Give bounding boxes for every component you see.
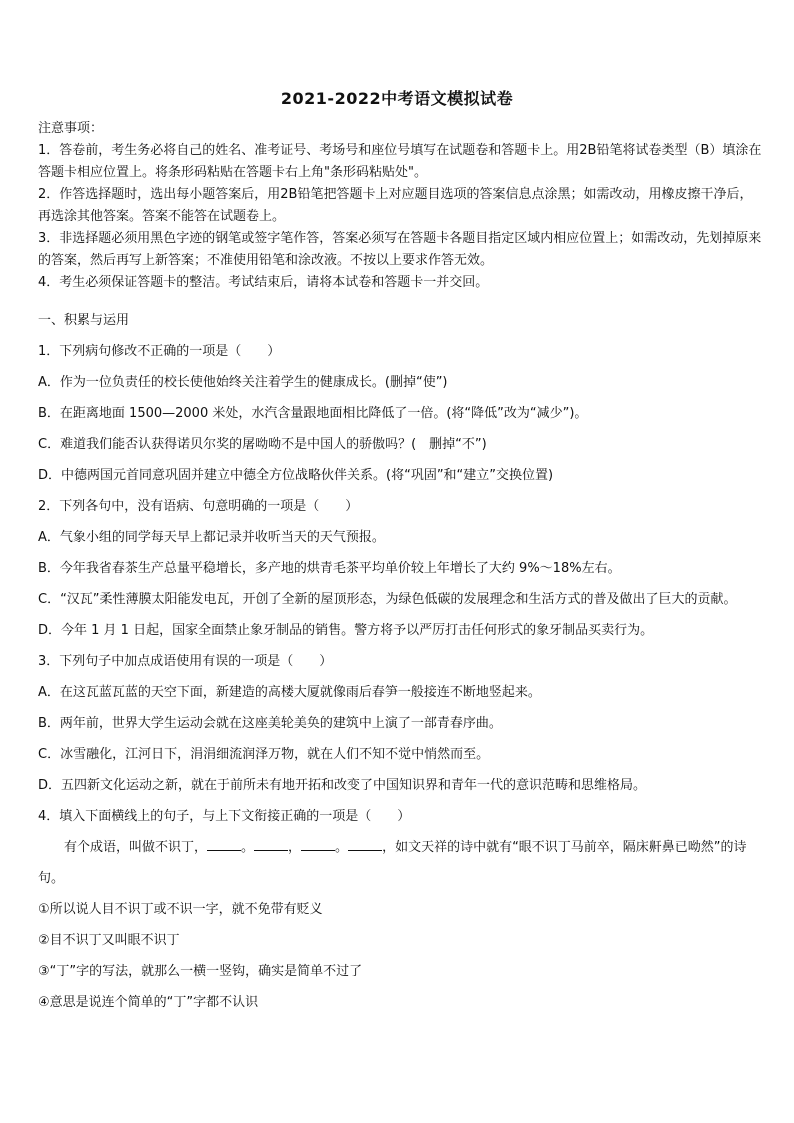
q2-option-a: A．气象小组的同学每天早上都记录并收听当天的天气预报。 (38, 530, 385, 545)
q4-passage-sep-3: 。 (335, 840, 349, 855)
answer-blank-3 (301, 838, 335, 851)
q4-sentence-1: ①所以说人目不识丁或不识一字，就不免带有贬义 (38, 902, 323, 917)
answer-blank-4 (348, 838, 382, 851)
q3-stem: 3．下列句子中加点成语使用有误的一项是（ ） (38, 654, 333, 669)
q2-option-b: B．今年我省春茶生产总量平稳增长，多产地的烘青毛茶平均单价较上年增长了大约 9%～18%左右。 (38, 561, 621, 576)
q2-option-d: D．今年 1 月 1 日起，国家全面禁止象牙制品的销售。警方将予以严厉打击任何形式的象牙制品买卖行为。 (38, 623, 654, 638)
q2-option-c: C．“汉瓦”柔性薄膜太阳能发电瓦，开创了全新的屋顶形态，为绿色低碳的发展理念和生活方式的普及做出了巨大的贡献。 (38, 592, 737, 607)
q3-option-a: A．在这瓦蓝瓦蓝的天空下面，新建造的高楼大厦就像雨后春笋一般接连不断地竖起来。 (38, 685, 541, 700)
notice-item-2: 2．作答选择题时，选出每小题答案后，用2B铅笔把答题卡上对应题目选项的答案信息点涂黑；如需改动，用橡皮擦干净后，再选涂其他答案。答案不能答在试题卷上。 (38, 187, 753, 224)
q4-passage-sep-2: ， (288, 840, 302, 855)
questions-section (38, 305, 762, 1018)
q2-stem: 2．下列各句中，没有语病、句意明确的一项是（ ） (38, 499, 359, 514)
q4-sentence-3: ③“丁”字的写法，就那么一横一竖钩，确实是简单不过了 (38, 964, 363, 979)
q4-sentence-2: ②目不识丁又叫眼不识丁 (38, 933, 180, 948)
notice-section (38, 118, 762, 294)
q1-option-d: D．中德两国元首同意巩固并建立中德全方位战略伙伴关系。(将“巩固”和“建立”交换位置) (38, 468, 554, 483)
page-title: 2021-2022中考语文模拟试卷 (280, 89, 514, 108)
q4-passage-sep-1: 。 (241, 840, 255, 855)
q1-stem: 1．下列病句修改不正确的一项是（ ） (38, 344, 281, 359)
section-heading: 一、积累与运用 (38, 313, 130, 328)
q3-option-b: B．两年前，世界大学生运动会就在这座美轮美奂的建筑中上演了一部青春序曲。 (38, 716, 502, 731)
q1-option-b: B．在距离地面 1500—2000 米处，水汽含量跟地面相比降低了一倍。(将“降低”改为“减少”)。 (38, 406, 588, 421)
notice-item-3: 3．非选择题必须用黑色字迹的钢笔或签字笔作答，答案必须写在答题卡各题目指定区域内相应位置上；如需改动，先划掉原来的答案，然后再写上新答案；不准使用铅笔和涂改液。不按以上要求作答无效。 (38, 231, 762, 268)
answer-blank-1 (207, 838, 241, 851)
answer-blank-2 (254, 838, 288, 851)
q4-sentence-4: ④意思是说连个简单的“丁”字都不认识 (38, 995, 259, 1010)
q3-option-d: D．五四新文化运动之新，就在于前所未有地开拓和改变了中国知识界和青年一代的意识范畴和思维格局。 (38, 778, 647, 793)
q4-stem: 4．填入下面横线上的句子，与上下文衔接正确的一项是（ ） (38, 809, 411, 824)
q4-passage (38, 832, 762, 894)
q4-passage-start: 有个成语，叫做不识丁， (64, 840, 208, 855)
q3-option-c: C．冰雪融化，江河日下，涓涓细流润泽万物，就在人们不知不觉中悄然而至。 (38, 747, 490, 762)
notice-item-1: 1．答卷前，考生务必将自己的姓名、准考证号、考场号和座位号填写在试题卷和答题卡上。用2B铅笔将试卷类型（B）填涂在答题卡相应位置上。将条形码粘贴在答题卡右上角"条形码粘贴处"。 (38, 143, 762, 180)
notice-heading: 注意事项： (38, 121, 104, 136)
notice-item-4: 4．考生必须保证答题卡的整洁。考试结束后，请将本试卷和答题卡一并交回。 (38, 275, 489, 290)
q1-option-a: A．作为一位负责任的校长使他始终关注着学生的健康成长。(删掉“使”) (38, 375, 448, 390)
q4-passage-end: ，如文天祥的诗中就有“眼不识丁马前卒，隔床鼾鼻已呦然”的诗句。 (38, 840, 747, 886)
q1-option-c: C．难道我们能否认获得诺贝尔奖的屠呦呦不是中国人的骄傲吗？( 删掉“不”) (38, 437, 487, 452)
